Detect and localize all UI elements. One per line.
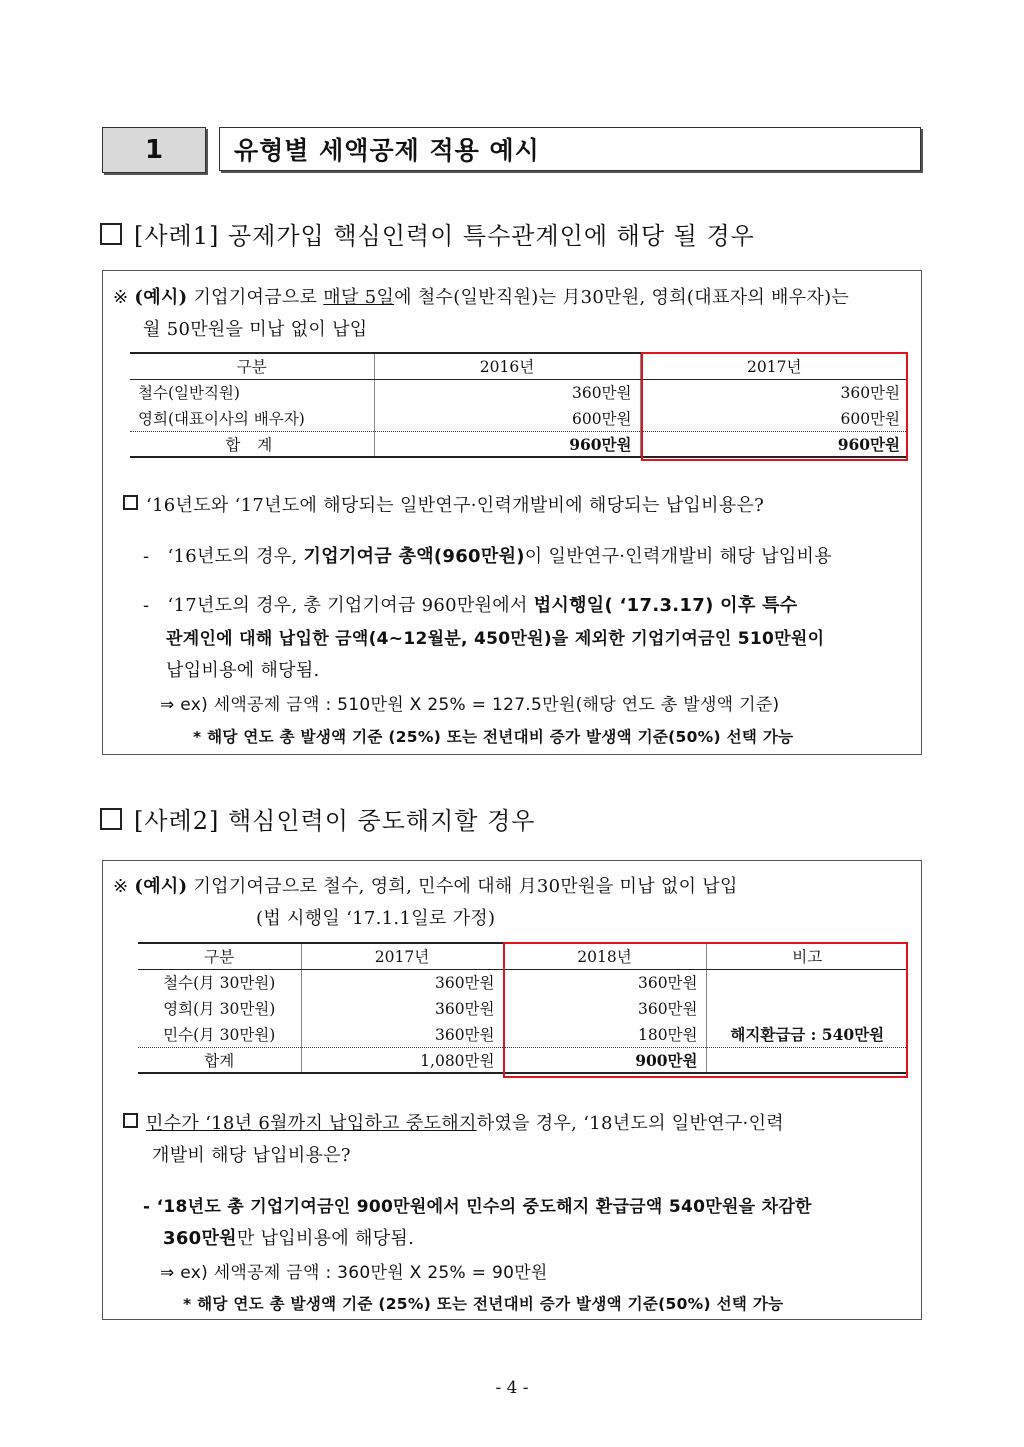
col-header: 2016년: [374, 353, 640, 379]
case1-note: * 해당 연도 총 발생액 기준 (25%) 또는 전년대비 증가 발생액 기준(50%) 선택 가능: [193, 728, 794, 746]
example-label: (예시): [134, 876, 188, 897]
section-title: 유형별 세액공제 적용 예시: [219, 127, 921, 171]
case1-example-line2: 월 50만원을 미납 없이 납입: [143, 319, 368, 340]
table-cell: 민수(月 30만원): [138, 1021, 301, 1047]
example-text: 기업기여금으로 철수, 영희, 민수에 대해 月30만원을 미납 없이 납입: [187, 876, 738, 897]
question-text: 하였을 경우, ‘18년도의 일반연구·인력: [476, 1113, 784, 1134]
example-text: 기업기여금으로: [187, 287, 324, 308]
checkbox-square-icon: [100, 223, 122, 245]
table-cell: 영희(月 30만원): [138, 995, 301, 1021]
highlight-box-2018: [503, 942, 908, 1078]
case1-example-line1: [113, 283, 849, 309]
case1-heading-text: [사례1] 공제가입 핵심인력이 특수관계인에 해당 될 경우: [134, 222, 755, 250]
example-text: 에 철수(일반직원)는 月30만원, 영희(대표자의 배우자)는: [394, 287, 850, 308]
case1-calc: ⇒ ex) 세액공제 금액 : 510만원 X 25% = 127.5만원(해당 연도 총 발생액 기준): [160, 695, 780, 715]
case2-heading-text: [사례2] 핵심인력이 중도해지할 경우: [134, 807, 536, 835]
case2-example-line2: (법 시행일 ‘17.1.1일로 가정): [256, 908, 496, 929]
table-cell: 360만원: [840, 384, 900, 403]
table-cell: 600만원: [374, 405, 640, 431]
case2-heading: [100, 801, 535, 836]
table-cell: 철수(일반직원): [130, 379, 374, 405]
section-number: 1: [102, 127, 206, 173]
table-cell: 해지환급금 : 540만원: [730, 1024, 885, 1044]
table-cell: 600만원: [840, 409, 900, 428]
case2-answer-line2: [163, 1224, 414, 1250]
answer-text: ‘17년도의 경우, 총 기업기여금 960만원에서: [167, 595, 534, 616]
case2-example-line1: [113, 872, 738, 898]
case1-question: [123, 491, 764, 517]
checkbox-icon: [123, 1113, 138, 1128]
col-header: 비고: [706, 943, 908, 969]
answer-text: ‘16년도의 경우,: [167, 546, 304, 567]
case1-answer1: [143, 542, 832, 568]
page-number: - 4 -: [495, 1378, 529, 1398]
reference-mark: ※: [113, 287, 129, 308]
dash: -: [143, 546, 150, 567]
question-text: ‘16년도와 ‘17년도에 해당되는 일반연구·인력개발비에 해당되는 납입비용은?: [146, 495, 765, 516]
example-label: (예시): [134, 287, 188, 308]
dash: -: [143, 595, 150, 616]
table-cell: 180만원: [503, 1021, 706, 1047]
table-cell: 900만원: [503, 1047, 706, 1073]
case1-answer2-line2: 관계인에 대해 납입한 금액(4~12월분, 450만원)을 제외한 기업기여금인 510만원이: [166, 629, 825, 649]
table-cell: 360만원: [301, 969, 503, 995]
case2-question-line1: [123, 1109, 784, 1135]
table-cell: 360만원: [503, 969, 706, 995]
table-cell: 합 계: [130, 431, 374, 457]
checkbox-square-icon: [100, 808, 122, 830]
answer-bold: 360만원: [163, 1228, 237, 1249]
question-underlined: 민수가 ‘18년 6월까지 납입하고 중도해지: [146, 1113, 477, 1134]
table-cell: 영희(대표이사의 배우자): [130, 405, 374, 431]
case1-answer2-line1: [143, 591, 798, 617]
answer-bold: ‘18년도 총 기업기여금인 900만원에서 민수의 중도해지 환급금액 540만원을 차감한: [156, 1197, 812, 1217]
checkbox-icon: [123, 495, 138, 510]
answer-text: 만 납입비용에 해당됨.: [236, 1228, 415, 1249]
col-header: 2018년: [503, 943, 706, 969]
col-header: 구분: [138, 943, 301, 969]
case2-note: * 해당 연도 총 발생액 기준 (25%) 또는 전년대비 증가 발생액 기준(50%) 선택 가능: [183, 1295, 784, 1313]
table-cell: 360만원: [374, 379, 640, 405]
table-cell: 960만원: [640, 431, 908, 457]
table-cell: 960만원: [374, 431, 640, 457]
case2-answer-line1: [143, 1192, 812, 1217]
table-cell: 철수(月 30만원): [138, 969, 301, 995]
table-cell: 360만원: [503, 995, 706, 1021]
col-header: 2017년: [640, 353, 908, 379]
answer-text: 이 일반연구·인력개발비 해당 납입비용: [524, 546, 832, 567]
case2-frame: [102, 860, 922, 1320]
table-cell: 360만원: [301, 1021, 503, 1047]
reference-mark: ※: [113, 876, 129, 897]
example-underlined: 매달 5일: [323, 287, 395, 308]
table-cell: 1,080만원: [301, 1047, 503, 1073]
table-cell: 합계: [138, 1047, 301, 1073]
col-header: 구분: [130, 353, 374, 379]
answer-bold: 법시행일( ‘17.3.17) 이후 특수: [533, 595, 798, 616]
case2-calc: ⇒ ex) 세액공제 금액 : 360만원 X 25% = 90만원: [160, 1263, 548, 1283]
answer-bold: 기업기여금 총액(960만원): [303, 546, 525, 567]
case1-heading: [100, 216, 755, 251]
dash: -: [143, 1197, 151, 1217]
table-cell: 360만원: [301, 995, 503, 1021]
case2-question-line2: 개발비 해당 납입비용은?: [152, 1145, 351, 1166]
highlight-box-2017: [641, 352, 908, 461]
col-header: 2017년: [301, 943, 503, 969]
case1-answer2-line3: 납입비용에 해당됨.: [166, 660, 320, 681]
